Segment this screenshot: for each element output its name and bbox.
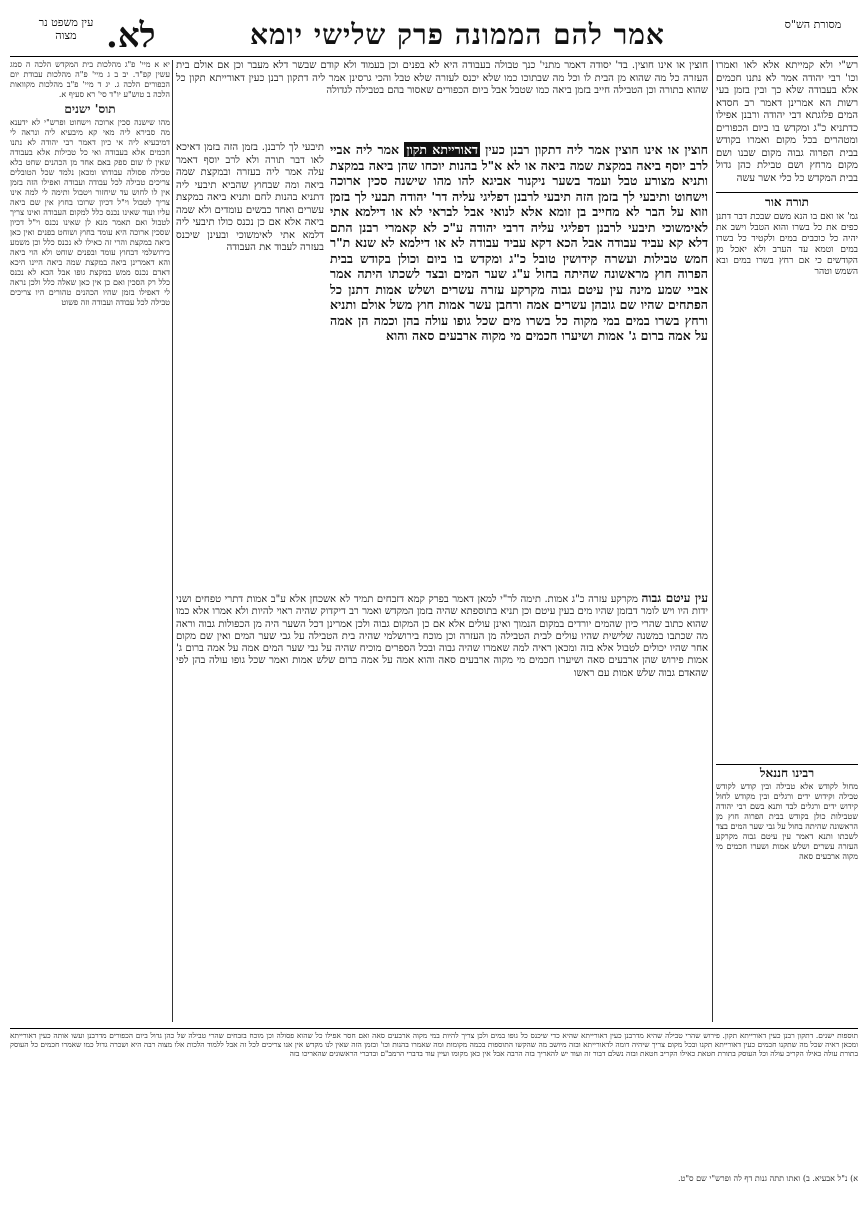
mesoret-text: רש"י ולא קמייתא אלא לאו ואמרו וכו' רבי יהודה אמר לא נתנו חכמים אלא בעבודה שלא כך ובין בזמן בעי רשות הא אמרינן דאמר רב חסדא המים פלוגתא דבי יהודה ורבנן אפילו כדתניא כ"ג ומקדש בו ביום הכפורים ומטהרים בכל מקום ואמרו בקודש בבית הפרוה גבוה מקום שבנו ושם מקום מרחץ ושם טבילת כהן גדול בבית המקדש כל כלי אשר עשה [716, 60, 858, 184]
tosfot-yeshanim-text: מהו שישנה סכין ארוכה וישחוט ופרש"י לא ידענא מה סבירא ליה מאי קא מיבעיא ליה ונראה לי דמיבעיא ליה אי כיון דאמר רבי יהודה לא נתנו חכמים אלא בעבודה ואי כל טבילות אלא בעבודה שאין לו שום ספק באם אחד מן הכהנים שחט בלא טבילה פסולה עבודתו ומכאן נלמד שכל הטובלים צריכים טבילה לכל עבודה ועבודה ואפילו הזה בזמן אין לו לחוש עד שיחזור ויטבול ותימה לי למה אינו צריך לטבול וי"ל דכיון שרובו בחוץ אין שם ביאה עליו ועוד שאינו נכנס כלל למקום העבודה ואינו צריך לטבול ואם תאמר מנא לן שאינו נכנס וי"ל דכיון שסכין ארוכה היא עומד בחוץ ושוחט בפנים ואין כאן ביאה במקצת והרי זה כאילו לא נכנס כלל וכן משמע בירושלמי דבחוץ עומד ובפנים שוחט ולא הוי ביאה והא דאמרינן ביאה במקצת שמה ביאה היינו היכא דאדם נכנס ממש במקצת גופו אבל הכא לא נכנס כלל רק הסכין ואם כן אין כאן שאלה כלל ולכן נראה לי דאפילו בזמן שהיו הכהנים טהורים היו צריכים טבילה לכל עבודה ועבודה וזה פשוט [10, 118, 170, 307]
column-divider [172, 60, 173, 1022]
torah-ohr-text: גמ' או ואם בו הנא משם שבכת דבר דתנן כפים את כל בשרו והוא הטבל וישב את יהיה כל כוכבים במים ולקטיר כל בשרו במים וטמא עד הערב ולא יאכל מן הקודשים כי אם רחץ בשרו במים ובא השמש וטהר [716, 212, 858, 277]
bottom-commentary [10, 1028, 858, 1173]
rabbeinu-chananel [716, 762, 858, 1022]
footnote: א) נ"ל אבעיא. ב) ואתו תתה גנות דף לה ופרש"י שם ס"ט. [677, 1174, 858, 1183]
commentary-top [176, 60, 708, 138]
torah-ohr-title: תורה אור [764, 195, 810, 209]
rabbeinu-chananel-title: רבינו חננאל [716, 764, 858, 778]
page-header [10, 10, 858, 54]
gemara-text-part2: אמר ליה אביי לרב יוסף ביאה במקצת שמה ביאה או לא א"ל בהנות יוכחו שהן ביאה במקצת ותניא מצורע טבל ועמד בשער ניקנור אביגא להו מהו שישנה סכין ארוכה וישחוט ותיבעי לך בזמן הזה תיבעי לרבנן דפליגי עליה דר' יהודה תבעי לך בזמן וזוא על הבר לא מחייב בן זומא אלא לנואי אבל לבראי לא או דילמא אתי לאימשוכי תיבעי לרבנן דפליגי עליה דרבי יהודה ע"כ לא קאמרי רבנן התם דלא קא עביד עבודה אבל הכא דקא עביד עבודה לא או דילמא לא שנא ת"ר חמש טבילות ועשרה קידושין טובל כ"ג ומקדש בו ביום וכולן בקודש בבית הפרוה חוץ מראשונה שהיתה בחול ע"ג שער המים ובצד לשכתו היתה אמר אביי שמע מינה עין עיטם גבוה מקרקע עזרה עשרים ושלש אמות דתנן כל הפתחים שהיו שם גובהן עשרים אמה ורחבן עשר אמות חוץ משל אולם ותניא ורחץ בשרו במים במי מקוה כל בשרו מים שכל גופו עולה בהן וכמה הן אמה על אמה ברום ג' אמות ושיערו חכמים מי מקוה ארבעים סאה והוא [330, 142, 708, 343]
folio-number: לא. [106, 16, 156, 56]
commentary-side [176, 142, 324, 588]
rabbeinu-chananel-text: מחול לקודש אלא טבילה ובין קודש לקודש טבילה וקידוש ידים ורגלים ובין מקודש לחול קידוש ידים ורגלים לבד ותנא בשם רבי יהודה שטבילות כולן בקודש בבית הפרוה חוץ מן הראשונה שהיתה בחול על גבי שער המים בצד לשכתו ותנא דאמר עין עיטם גבוה מקרקע העזרה עשרים ושלש אמות ושערו חכמים מי מקוה ארבעים סאה [716, 782, 858, 861]
ein-mishpat-text: יא א מיי' פ"ג מהלכות בית המקדש הלכה ה סמג עשין קפ"ד. יב ב ג מיי' פ"ה מהלכות עבודת יום הכפורים הלכה ג. יג ד מיי' פ"ב מהלכות מקוואות הלכה ב טוש"ע יו"ד סי' רא סעיף א. [10, 60, 170, 99]
tosfot-block [176, 592, 708, 1022]
commentary-side-text: תיבעי לך לרבנן. בזמן הזה בזמן דאיכא לאו דבר תורה ולא לרב יוסף דאמר עלה אמר ליה בעזרה ובמקצת שמה ביאה ומה שבחוץ שהביא תיבעי ליה דתניא בהנות לחם ותניא ביאה במקצת עשרים ואחד כבשים עומדים ולא שמה ביאה אלא אם כן נכנס כולו תיבעי ליה דלמא אתי לאימשוכי ובעינן שיכנס בעזרה לעבוד את העבודה [176, 142, 324, 253]
tosfot-yeshanim-title: תוס' ישנים [64, 102, 116, 116]
commentary-top-text: חוצין או אינו חוצין. בד' יסודה דאמר מתני' כנך טבולה בעבודה היא לא בפנים וכן בעמוד ולא קודם שבשר דלא מעבר וכן אם אולם בית העזרה כל מה שהוא מן הבית לו וכל מה שבתוכו כמו שלא יכנס לעזרה שלא טבל והכי גרסינן אמר ליה דתקון רבנן כעין דאורייתא תקון כל שהוא בתורה וכן הטבילה חייב בזמן ביאה כמו שטבל אבל ביום הכפורים שאסור בהם בטבילה לגדולה [176, 60, 708, 96]
left-margin-column [10, 60, 170, 1020]
tosfot-text: מקרקע עזרה כ"ג אמות. תימה לר"י למאן דאמר בפרק קמא דזבחים תמיד לא אשכחן אלא ע"ב אמות דתרי טפחים ושני ידות היו ויש לומר דבזמן שהיו מים בעין עיטם וכן תניא בתוספתא שהיה בזמן המקדש ואמר רב דיקדוק שהיה ראוי להיות ולא אמרו אלא כמו שהוא כתוב שהרי כיון שהמים יורדים במקום הנמוך ואינן עולים אלא אם כן המקום גבוה ולכן אמרינן דכל השער היה מן הכפולות גבוה וראה מה שכתבו במשנה שלישית שהיו עולים לבית הטבילה מן העזרה וכן מוכח בירושלמי שהיה בית הטבילה על גבי שער המים ואין שם מקום אחר שהיו יכולים לטבול אלא בזה ומכאן ראיה למה שאמרו שהיה גבוה ובכל הספרים מוכיח שהיה על גבי שער המים אמה על אמה ברום ג' אמות פירוש שהן ארבעים סאה ושיערו חכמים מי מקוה ארבעים סאה והוא אמה על אמה ברום שלש אמות ואמר שכל גופו עולה בהן לפי שהאדם גבוה שלש אמות עם ראשו [176, 594, 708, 679]
talmud-page [10, 10, 858, 1202]
gemara-highlight: דאורייתא תקון [406, 142, 478, 157]
header-rule [10, 56, 858, 57]
ein-mishpat-label: עין משפט נר מצוה [38, 16, 94, 42]
tosfot-heading: עין עיטם גבוה [641, 592, 708, 605]
gemara-main-text [330, 142, 708, 588]
mesoret-hashas-label: מסורת הש"ס [784, 18, 842, 31]
gemara-text-part1: חוצין או אינו חוצין אמר ליה דתקון רבנן כעין [485, 142, 708, 157]
bottom-commentary-text: תוספות ישנים. דתקון רבנן כעין דאורייתא תקון. פירוש שהרי טבילה שהיא מדרבנן כעין דאורייתא שהיא כדי שיכנס כל גופו במים ולכן צריך להיות במי מקוה ארבעים סאה ואם חסר אפילו כל שהוא פסולה וכן מוכח בזבחים שהרי טבילה של כהן גדול ביום הכפורים מדרבנן ועשו אותה כעין דאורייתא ומכאן ראיה שכל מה שתקנו חכמים כעין דאורייתא תקנו ובכל מקום צריך שיהיה דומה לדאורייתא ובזה מיושב מה שהקשו התוספות בכמה מקומות ומה שאמרו בהנות וכו' ובזמן הזה שאין לנו מקדש אין אנו צריכים לכל זה אבל ללמוד הלכות אלו מצוה רבה היא ושכרה גדול כמו שאמרו חכמים כל העוסק בתורת עולה כאילו הקריב עולה וכל העוסק בתורת חטאת כאילו הקריב חטאת ובזה נשלם דבור זה ועוד יש להאריך בזה הרבה אבל אין כאן מקומו ועיין עוד בדברי הרמב"ם ובדברי הראשונים שהאריכו בזה [10, 1031, 858, 1058]
column-divider-right [712, 60, 713, 1022]
torah-ohr-box [716, 192, 858, 445]
page-title: אמר להם הממונה פרק שלישי יומא [250, 18, 665, 51]
